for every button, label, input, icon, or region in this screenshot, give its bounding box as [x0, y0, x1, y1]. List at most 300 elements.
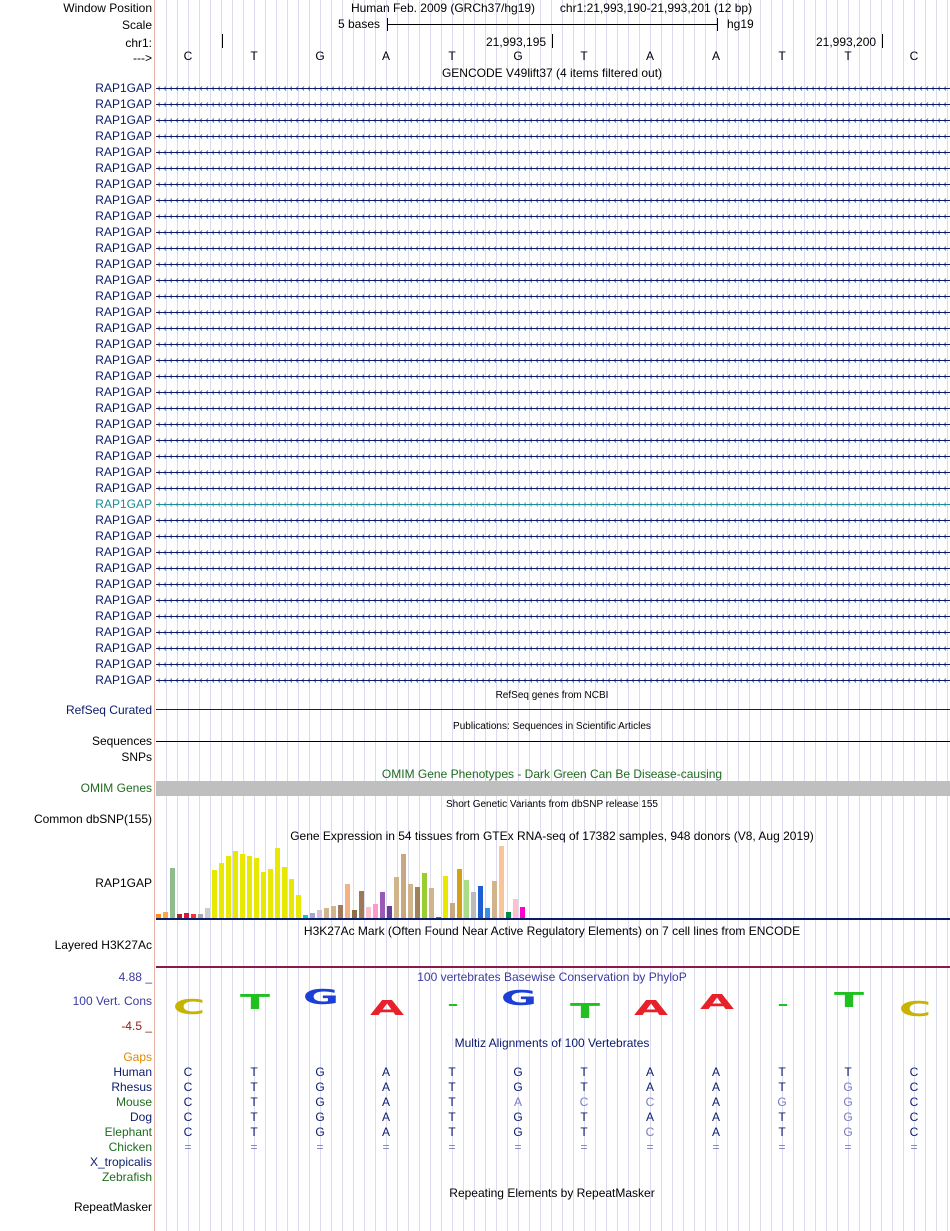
strand-arrow-icon: ‹ [217, 243, 220, 255]
strand-arrow-icon: ‹ [523, 435, 526, 447]
gencode-transcript-label[interactable]: RAP1GAP [95, 561, 152, 575]
strand-arrow-icon: ‹ [397, 371, 400, 383]
strand-arrow-icon: ‹ [733, 451, 736, 463]
strand-arrow-icon: ‹ [853, 611, 856, 623]
strand-arrow-icon: ‹ [307, 547, 310, 559]
strand-arrow-icon: ‹ [193, 547, 196, 559]
gencode-transcript[interactable] [156, 643, 950, 655]
strand-arrow-icon: ‹ [223, 211, 226, 223]
strand-arrow-icon: ‹ [925, 83, 928, 95]
gencode-transcript[interactable] [156, 563, 950, 575]
strand-arrow-icon: ‹ [667, 243, 670, 255]
gencode-transcript[interactable] [156, 355, 950, 367]
gencode-transcript[interactable] [156, 243, 950, 255]
strand-arrow-icon: ‹ [421, 419, 424, 431]
strand-arrow-icon: ‹ [613, 627, 616, 639]
gencode-transcript-label[interactable]: RAP1GAP [95, 609, 152, 623]
strand-arrow-icon: ‹ [607, 531, 610, 543]
strand-arrow-icon: ‹ [175, 515, 178, 527]
strand-arrow-icon: ‹ [163, 659, 166, 671]
strand-arrow-icon: ‹ [637, 611, 640, 623]
strand-arrow-icon: ‹ [337, 147, 340, 159]
strand-arrow-icon: ‹ [745, 387, 748, 399]
strand-arrow-icon: ‹ [655, 611, 658, 623]
window-position[interactable]: chr1:21,993,190-21,993,201 (12 bp) [560, 1, 752, 15]
strand-arrow-icon: ‹ [685, 227, 688, 239]
strand-arrow-icon: ‹ [871, 643, 874, 655]
gencode-transcript-label[interactable]: RAP1GAP [95, 161, 152, 175]
strand-arrow-icon: ‹ [607, 131, 610, 143]
strand-arrow-icon: ‹ [463, 563, 466, 575]
strand-arrow-icon: ‹ [709, 515, 712, 527]
strand-arrow-icon: ‹ [925, 99, 928, 111]
strand-arrow-icon: ‹ [847, 291, 850, 303]
strand-arrow-icon: ‹ [463, 371, 466, 383]
gencode-transcript[interactable] [156, 147, 950, 159]
strand-arrow-icon: ‹ [727, 259, 730, 271]
strand-arrow-icon: ‹ [421, 179, 424, 191]
strand-arrow-icon: ‹ [613, 611, 616, 623]
gencode-transcript-label[interactable]: RAP1GAP [95, 465, 152, 479]
strand-arrow-icon: ‹ [307, 627, 310, 639]
gencode-transcript[interactable] [156, 419, 950, 431]
strand-arrow-icon: ‹ [565, 83, 568, 95]
strand-arrow-icon: ‹ [247, 387, 250, 399]
strand-arrow-icon: ‹ [523, 323, 526, 335]
strand-arrow-icon: ‹ [751, 243, 754, 255]
gencode-transcript-label[interactable]: RAP1GAP [95, 417, 152, 431]
gencode-transcript[interactable] [156, 499, 950, 511]
strand-arrow-icon: ‹ [805, 99, 808, 111]
strand-arrow-icon: ‹ [907, 515, 910, 527]
strand-arrow-icon: ‹ [253, 83, 256, 95]
strand-arrow-icon: ‹ [787, 387, 790, 399]
strand-arrow-icon: ‹ [277, 275, 280, 287]
strand-arrow-icon: ‹ [259, 275, 262, 287]
strand-arrow-icon: ‹ [343, 99, 346, 111]
gencode-transcript[interactable] [156, 115, 950, 127]
strand-arrow-icon: ‹ [319, 435, 322, 447]
strand-arrow-icon: ‹ [523, 371, 526, 383]
strand-arrow-icon: ‹ [703, 307, 706, 319]
strand-arrow-icon: ‹ [169, 275, 172, 287]
strand-arrow-icon: ‹ [889, 243, 892, 255]
strand-arrow-icon: ‹ [571, 195, 574, 207]
strand-arrow-icon: ‹ [259, 339, 262, 351]
strand-arrow-icon: ‹ [463, 147, 466, 159]
strand-arrow-icon: ‹ [553, 99, 556, 111]
strand-arrow-icon: ‹ [901, 83, 904, 95]
gencode-transcript[interactable] [156, 611, 950, 623]
gencode-transcript-label[interactable]: RAP1GAP [95, 193, 152, 207]
strand-arrow-icon: ‹ [373, 483, 376, 495]
strand-arrow-icon: ‹ [451, 387, 454, 399]
strand-arrow-icon: ‹ [313, 403, 316, 415]
strand-arrow-icon: ‹ [373, 387, 376, 399]
strand-arrow-icon: ‹ [595, 323, 598, 335]
gencode-transcript-label[interactable]: RAP1GAP [95, 305, 152, 319]
strand-arrow-icon: ‹ [787, 483, 790, 495]
gencode-transcript[interactable] [156, 227, 950, 239]
strand-arrow-icon: ‹ [733, 163, 736, 175]
gencode-transcript[interactable] [156, 483, 950, 495]
strand-arrow-icon: ‹ [373, 451, 376, 463]
gencode-transcript[interactable] [156, 531, 950, 543]
strand-arrow-icon: ‹ [619, 243, 622, 255]
strand-arrow-icon: ‹ [205, 227, 208, 239]
strand-arrow-icon: ‹ [619, 643, 622, 655]
strand-arrow-icon: ‹ [661, 547, 664, 559]
strand-arrow-icon: ‹ [349, 579, 352, 591]
strand-arrow-icon: ‹ [457, 115, 460, 127]
strand-arrow-icon: ‹ [817, 115, 820, 127]
strand-arrow-icon: ‹ [505, 579, 508, 591]
strand-arrow-icon: ‹ [889, 291, 892, 303]
strand-arrow-icon: ‹ [529, 163, 532, 175]
strand-arrow-icon: ‹ [175, 179, 178, 191]
strand-arrow-icon: ‹ [157, 483, 160, 495]
strand-arrow-icon: ‹ [715, 179, 718, 191]
gencode-transcript[interactable] [156, 163, 950, 175]
strand-arrow-icon: ‹ [883, 243, 886, 255]
strand-arrow-icon: ‹ [379, 579, 382, 591]
strand-arrow-icon: ‹ [811, 323, 814, 335]
strand-arrow-icon: ‹ [457, 163, 460, 175]
strand-arrow-icon: ‹ [331, 547, 334, 559]
strand-arrow-icon: ‹ [589, 339, 592, 351]
gencode-transcript-label[interactable]: RAP1GAP [95, 273, 152, 287]
gencode-transcript-label[interactable]: RAP1GAP [95, 401, 152, 415]
strand-arrow-icon: ‹ [277, 515, 280, 527]
strand-arrow-icon: ‹ [469, 595, 472, 607]
gencode-transcript-label[interactable]: RAP1GAP [95, 209, 152, 223]
strand-arrow-icon: ‹ [259, 115, 262, 127]
strand-arrow-icon: ‹ [703, 483, 706, 495]
gencode-transcript[interactable] [156, 99, 950, 111]
strand-arrow-icon: ‹ [187, 211, 190, 223]
strand-arrow-icon: ‹ [937, 291, 940, 303]
strand-arrow-icon: ‹ [379, 387, 382, 399]
gencode-transcript-label[interactable]: RAP1GAP [95, 497, 152, 511]
strand-arrow-icon: ‹ [547, 403, 550, 415]
strand-arrow-icon: ‹ [697, 259, 700, 271]
strand-arrow-icon: ‹ [187, 195, 190, 207]
strand-arrow-icon: ‹ [595, 83, 598, 95]
gencode-transcript-label[interactable]: RAP1GAP [95, 593, 152, 607]
gencode-transcript-label[interactable]: RAP1GAP [95, 145, 152, 159]
gencode-transcript-label[interactable]: RAP1GAP [95, 449, 152, 463]
gencode-transcript[interactable] [156, 83, 950, 95]
strand-arrow-icon: ‹ [817, 195, 820, 207]
gencode-transcript-label[interactable]: RAP1GAP [95, 529, 152, 543]
gencode-transcript-label[interactable]: RAP1GAP [95, 625, 152, 639]
strand-arrow-icon: ‹ [895, 515, 898, 527]
strand-arrow-icon: ‹ [187, 643, 190, 655]
gencode-transcript[interactable] [156, 211, 950, 223]
strand-arrow-icon: ‹ [601, 275, 604, 287]
strand-arrow-icon: ‹ [427, 243, 430, 255]
strand-arrow-icon: ‹ [709, 259, 712, 271]
strand-arrow-icon: ‹ [475, 227, 478, 239]
strand-arrow-icon: ‹ [739, 355, 742, 367]
strand-arrow-icon: ‹ [361, 179, 364, 191]
gencode-transcript-label[interactable]: RAP1GAP [95, 81, 152, 95]
strand-arrow-icon: ‹ [187, 659, 190, 671]
strand-arrow-icon: ‹ [757, 243, 760, 255]
gencode-transcript-label[interactable]: RAP1GAP [95, 369, 152, 383]
strand-arrow-icon: ‹ [409, 563, 412, 575]
strand-arrow-icon: ‹ [397, 131, 400, 143]
strand-arrow-icon: ‹ [679, 339, 682, 351]
strand-arrow-icon: ‹ [733, 99, 736, 111]
strand-arrow-icon: ‹ [775, 99, 778, 111]
gencode-transcript-label[interactable]: RAP1GAP [95, 97, 152, 111]
strand-arrow-icon: ‹ [937, 259, 940, 271]
gencode-transcript-label[interactable]: RAP1GAP [95, 385, 152, 399]
strand-arrow-icon: ‹ [937, 515, 940, 527]
strand-arrow-icon: ‹ [217, 323, 220, 335]
strand-arrow-icon: ‹ [901, 227, 904, 239]
gencode-transcript[interactable] [156, 403, 950, 415]
strand-arrow-icon: ‹ [577, 163, 580, 175]
strand-arrow-icon: ‹ [481, 307, 484, 319]
gencode-transcript-label[interactable]: RAP1GAP [95, 257, 152, 271]
strand-arrow-icon: ‹ [823, 163, 826, 175]
strand-arrow-icon: ‹ [901, 307, 904, 319]
strand-arrow-icon: ‹ [361, 483, 364, 495]
strand-arrow-icon: ‹ [937, 467, 940, 479]
strand-arrow-icon: ‹ [619, 291, 622, 303]
strand-arrow-icon: ‹ [655, 387, 658, 399]
gencode-transcript[interactable] [156, 323, 950, 335]
strand-arrow-icon: ‹ [247, 515, 250, 527]
strand-arrow-icon: ‹ [163, 355, 166, 367]
strand-arrow-icon: ‹ [181, 275, 184, 287]
strand-arrow-icon: ‹ [823, 147, 826, 159]
strand-arrow-icon: ‹ [895, 275, 898, 287]
gencode-transcript[interactable] [156, 259, 950, 271]
strand-arrow-icon: ‹ [583, 563, 586, 575]
gencode-transcript[interactable] [156, 435, 950, 447]
gencode-transcript[interactable] [156, 547, 950, 559]
strand-arrow-icon: ‹ [553, 515, 556, 527]
strand-arrow-icon: ‹ [565, 499, 568, 511]
gencode-transcript[interactable] [156, 195, 950, 207]
strand-arrow-icon: ‹ [331, 339, 334, 351]
strand-arrow-icon: ‹ [805, 563, 808, 575]
strand-arrow-icon: ‹ [265, 115, 268, 127]
strand-arrow-icon: ‹ [163, 195, 166, 207]
strand-arrow-icon: ‹ [385, 499, 388, 511]
strand-arrow-icon: ‹ [601, 627, 604, 639]
strand-arrow-icon: ‹ [355, 227, 358, 239]
strand-arrow-icon: ‹ [475, 339, 478, 351]
strand-arrow-icon: ‹ [907, 179, 910, 191]
label-divider [154, 0, 155, 1231]
strand-arrow-icon: ‹ [541, 179, 544, 191]
strand-arrow-icon: ‹ [319, 483, 322, 495]
gencode-transcript[interactable] [156, 467, 950, 479]
strand-arrow-icon: ‹ [655, 195, 658, 207]
strand-arrow-icon: ‹ [277, 115, 280, 127]
strand-arrow-icon: ‹ [571, 227, 574, 239]
strand-arrow-icon: ‹ [631, 467, 634, 479]
strand-arrow-icon: ‹ [799, 195, 802, 207]
strand-arrow-icon: ‹ [649, 115, 652, 127]
strand-arrow-icon: ‹ [325, 451, 328, 463]
strand-arrow-icon: ‹ [337, 531, 340, 543]
strand-arrow-icon: ‹ [697, 531, 700, 543]
gencode-transcript-label[interactable]: RAP1GAP [95, 321, 152, 335]
strand-arrow-icon: ‹ [793, 563, 796, 575]
strand-arrow-icon: ‹ [601, 547, 604, 559]
strand-arrow-icon: ‹ [577, 419, 580, 431]
strand-arrow-icon: ‹ [913, 323, 916, 335]
strand-arrow-icon: ‹ [517, 371, 520, 383]
strand-arrow-icon: ‹ [289, 627, 292, 639]
strand-arrow-icon: ‹ [649, 611, 652, 623]
gencode-track-title[interactable]: GENCODE V49lift37 (4 items filtered out) [442, 66, 662, 80]
strand-arrow-icon: ‹ [475, 403, 478, 415]
strand-arrow-icon: ‹ [325, 195, 328, 207]
strand-arrow-icon: ‹ [607, 259, 610, 271]
strand-arrow-icon: ‹ [283, 275, 286, 287]
strand-arrow-icon: ‹ [169, 163, 172, 175]
strand-arrow-icon: ‹ [427, 467, 430, 479]
gencode-transcript-label[interactable]: RAP1GAP [95, 337, 152, 351]
gencode-transcript-label[interactable]: RAP1GAP [95, 113, 152, 127]
strand-arrow-icon: ‹ [655, 419, 658, 431]
strand-arrow-icon: ‹ [619, 451, 622, 463]
strand-arrow-icon: ‹ [469, 83, 472, 95]
strand-arrow-icon: ‹ [559, 611, 562, 623]
strand-arrow-icon: ‹ [835, 467, 838, 479]
gencode-transcript[interactable] [156, 307, 950, 319]
strand-arrow-icon: ‹ [169, 323, 172, 335]
strand-arrow-icon: ‹ [385, 211, 388, 223]
strand-arrow-icon: ‹ [517, 227, 520, 239]
strand-arrow-icon: ‹ [295, 659, 298, 671]
strand-arrow-icon: ‹ [439, 179, 442, 191]
gencode-transcript-label[interactable]: RAP1GAP [95, 641, 152, 655]
strand-arrow-icon: ‹ [823, 515, 826, 527]
gencode-transcript-label[interactable]: RAP1GAP [95, 545, 152, 559]
strand-arrow-icon: ‹ [787, 163, 790, 175]
gencode-transcript[interactable] [156, 275, 950, 287]
gencode-transcript-label[interactable]: RAP1GAP [95, 289, 152, 303]
strand-arrow-icon: ‹ [691, 323, 694, 335]
strand-arrow-icon: ‹ [775, 531, 778, 543]
strand-arrow-icon: ‹ [349, 307, 352, 319]
gencode-transcript[interactable] [156, 659, 950, 671]
strand-arrow-icon: ‹ [271, 339, 274, 351]
strand-arrow-icon: ‹ [559, 323, 562, 335]
strand-arrow-icon: ‹ [319, 99, 322, 111]
gencode-transcript-label[interactable]: RAP1GAP [95, 513, 152, 527]
strand-arrow-icon: ‹ [415, 115, 418, 127]
strand-arrow-icon: ‹ [643, 403, 646, 415]
strand-arrow-icon: ‹ [493, 179, 496, 191]
strand-arrow-icon: ‹ [307, 131, 310, 143]
strand-arrow-icon: ‹ [391, 259, 394, 271]
strand-arrow-icon: ‹ [895, 131, 898, 143]
strand-arrow-icon: ‹ [223, 115, 226, 127]
gencode-transcript-label[interactable]: RAP1GAP [95, 577, 152, 591]
strand-arrow-icon: ‹ [715, 499, 718, 511]
strand-arrow-icon: ‹ [631, 83, 634, 95]
strand-arrow-icon: ‹ [643, 131, 646, 143]
strand-arrow-icon: ‹ [259, 243, 262, 255]
gencode-transcript-label[interactable]: RAP1GAP [95, 225, 152, 239]
strand-arrow-icon: ‹ [835, 403, 838, 415]
gencode-transcript[interactable] [156, 579, 950, 591]
gencode-transcript-label[interactable]: RAP1GAP [95, 353, 152, 367]
strand-arrow-icon: ‹ [685, 643, 688, 655]
strand-arrow-icon: ‹ [757, 515, 760, 527]
gencode-transcript[interactable] [156, 387, 950, 399]
strand-arrow-icon: ‹ [517, 211, 520, 223]
strand-arrow-icon: ‹ [541, 99, 544, 111]
strand-arrow-icon: ‹ [613, 227, 616, 239]
strand-arrow-icon: ‹ [265, 291, 268, 303]
gencode-transcript[interactable] [156, 339, 950, 351]
strand-arrow-icon: ‹ [823, 579, 826, 591]
gencode-transcript[interactable] [156, 179, 950, 191]
strand-arrow-icon: ‹ [289, 579, 292, 591]
gencode-transcript[interactable] [156, 451, 950, 463]
gencode-transcript[interactable] [156, 515, 950, 527]
strand-arrow-icon: ‹ [223, 259, 226, 271]
strand-arrow-icon: ‹ [505, 563, 508, 575]
gencode-transcript[interactable] [156, 627, 950, 639]
strand-arrow-icon: ‹ [913, 339, 916, 351]
strand-arrow-icon: ‹ [235, 147, 238, 159]
strand-arrow-icon: ‹ [229, 483, 232, 495]
strand-arrow-icon: ‹ [649, 563, 652, 575]
strand-arrow-icon: ‹ [523, 275, 526, 287]
gencode-transcript-label[interactable]: RAP1GAP [95, 177, 152, 191]
gencode-transcript-label[interactable]: RAP1GAP [95, 657, 152, 671]
gencode-transcript-label[interactable]: RAP1GAP [95, 481, 152, 495]
strand-arrow-icon: ‹ [751, 227, 754, 239]
strand-arrow-icon: ‹ [577, 499, 580, 511]
strand-arrow-icon: ‹ [253, 371, 256, 383]
strand-arrow-icon: ‹ [397, 419, 400, 431]
strand-arrow-icon: ‹ [421, 531, 424, 543]
strand-arrow-icon: ‹ [583, 611, 586, 623]
strand-arrow-icon: ‹ [163, 115, 166, 127]
strand-arrow-icon: ‹ [643, 227, 646, 239]
strand-arrow-icon: ‹ [889, 211, 892, 223]
gencode-transcript[interactable] [156, 371, 950, 383]
strand-arrow-icon: ‹ [679, 115, 682, 127]
gencode-transcript[interactable] [156, 595, 950, 607]
gencode-transcript-label[interactable]: RAP1GAP [95, 241, 152, 255]
gencode-transcript[interactable] [156, 131, 950, 143]
strand-arrow-icon: ‹ [679, 451, 682, 463]
strand-arrow-icon: ‹ [901, 259, 904, 271]
strand-arrow-icon: ‹ [931, 131, 934, 143]
strand-arrow-icon: ‹ [253, 499, 256, 511]
strand-arrow-icon: ‹ [385, 243, 388, 255]
strand-arrow-icon: ‹ [547, 435, 550, 447]
strand-arrow-icon: ‹ [337, 435, 340, 447]
gencode-transcript-label[interactable]: RAP1GAP [95, 129, 152, 143]
strand-arrow-icon: ‹ [697, 579, 700, 591]
gencode-transcript-label[interactable]: RAP1GAP [95, 433, 152, 447]
strand-arrow-icon: ‹ [763, 451, 766, 463]
gencode-transcript[interactable] [156, 291, 950, 303]
